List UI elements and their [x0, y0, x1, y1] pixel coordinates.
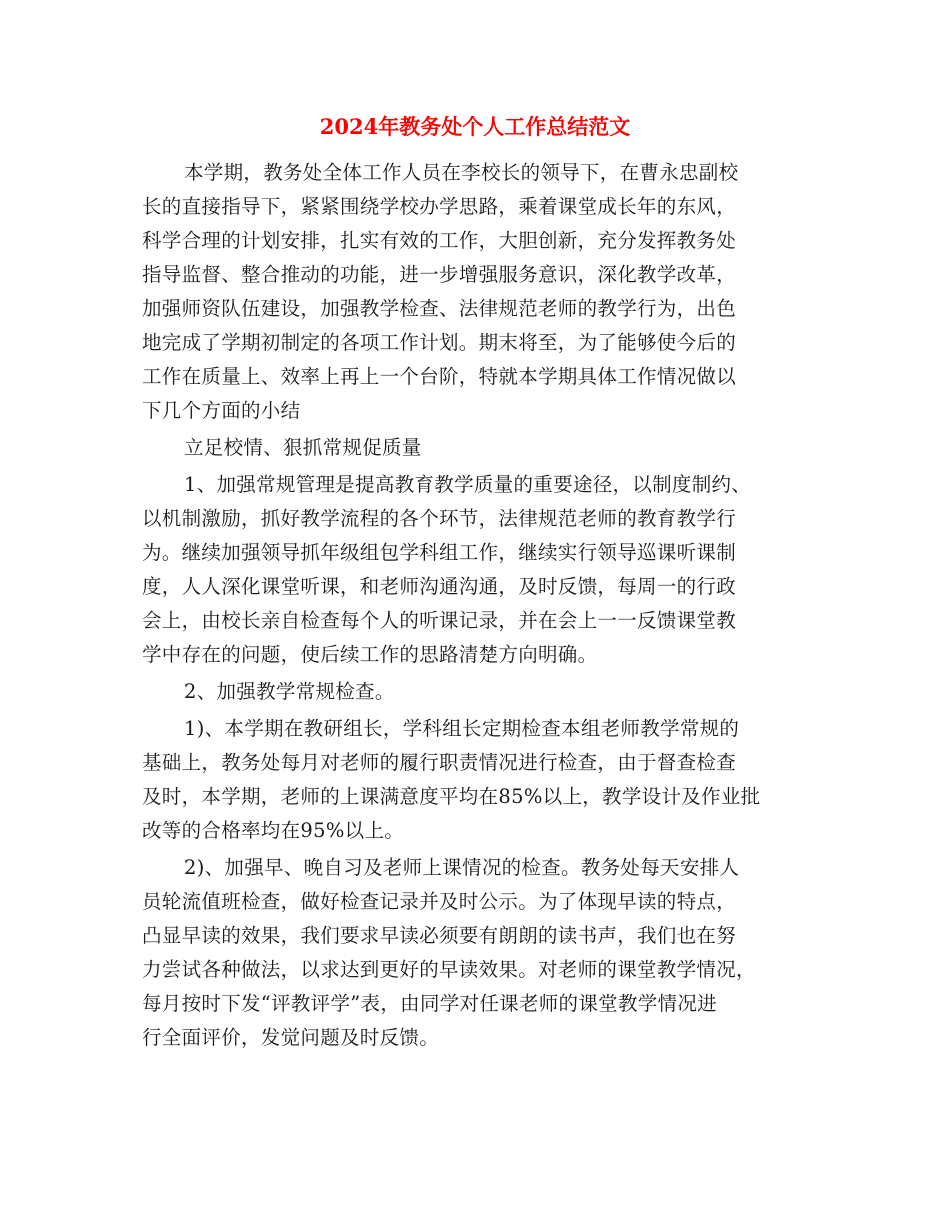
- text-line: 行全面评价，发觉问题及时反馈。: [142, 1026, 440, 1049]
- text-line: 工作在质量上、效率上再上一个台阶，特就本学期具体工作情况做以: [142, 365, 737, 388]
- section-heading: [142, 431, 810, 465]
- text-line: 员轮流值班检查，做好检查记录并及时公示。为了体现早读的特点，: [142, 890, 737, 913]
- text-line: 地完成了学期初制定的各项工作计划。期末将至，为了能够使今后的: [142, 331, 737, 354]
- text-line: 会上，由校长亲自检查每个人的听课记录，并在会上一一反馈课堂教: [142, 609, 737, 632]
- text-line: 长的直接指导下，紧紧围绕学校办学思路，乘着课堂成长年的东风，: [142, 195, 737, 218]
- text-line: 力尝试各种做法，以求达到更好的早读效果。对老师的课堂教学情况，: [142, 958, 756, 981]
- text-line: 为。继续加强领导抓年级组包学科组工作，继续实行领导巡课听课制: [142, 541, 737, 564]
- text-line: 及时，本学期，老师的上课满意度平均在85%以上，教学设计及作业批: [142, 785, 761, 808]
- paragraph-item-2-1: [142, 712, 810, 848]
- text-line: 下几个方面的小结: [142, 399, 301, 422]
- paragraph-item-2: [142, 675, 810, 709]
- text-line: 凸显早读的效果，我们要求早读必须要有朗朗的读书声，我们也在努: [142, 924, 737, 947]
- text-line: 2)、加强早、晚自习及老师上课情况的检查。教务处每天安排人: [184, 856, 740, 879]
- text-line: 1)、本学期在教研组长，学科组长定期检查本组老师教学常规的: [184, 717, 740, 740]
- paragraph-item-2-2: [142, 851, 810, 1055]
- text-line: 指导监督、整合推动的功能，进一步增强服务意识，深化教学改革，: [142, 263, 737, 286]
- text-line: 立足校情、狠抓常规促质量: [184, 436, 422, 459]
- text-line: 2、加强教学常规检查。: [184, 680, 395, 703]
- text-line: 改等的合格率均在95%以上。: [142, 819, 405, 842]
- document-title: 2024年教务处个人工作总结范文: [319, 114, 631, 139]
- text-line: 加强师资队伍建设，加强教学检查、法律规范老师的教学行为，出色: [142, 297, 737, 320]
- paragraph-item-1: [142, 468, 810, 672]
- text-line: 学中存在的问题，使后续工作的思路清楚方向明确。: [142, 643, 598, 666]
- text-line: 度，人人深化课堂听课，和老师沟通沟通，及时反馈，每周一的行政: [142, 575, 737, 598]
- text-line: 每月按时下发“评教评学”表，由同学对任课老师的课堂教学情况进: [142, 992, 717, 1015]
- text-line: 以机制激励，抓好教学流程的各个环节，法律规范老师的教育教学行: [142, 507, 737, 530]
- paragraph-intro: [142, 156, 810, 428]
- text-line: 科学合理的计划安排，扎实有效的工作，大胆创新，充分发挥教务处: [142, 229, 737, 252]
- text-line: 本学期，教务处全体工作人员在李校长的领导下，在曹永忠副校: [184, 161, 739, 184]
- document-body: [142, 156, 810, 1055]
- text-line: 基础上，教务处每月对老师的履行职责情况进行检查，由于督查检查: [142, 751, 737, 774]
- text-line: 1、加强常规管理是提高教育教学质量的重要途径，以制度制约、: [184, 473, 752, 496]
